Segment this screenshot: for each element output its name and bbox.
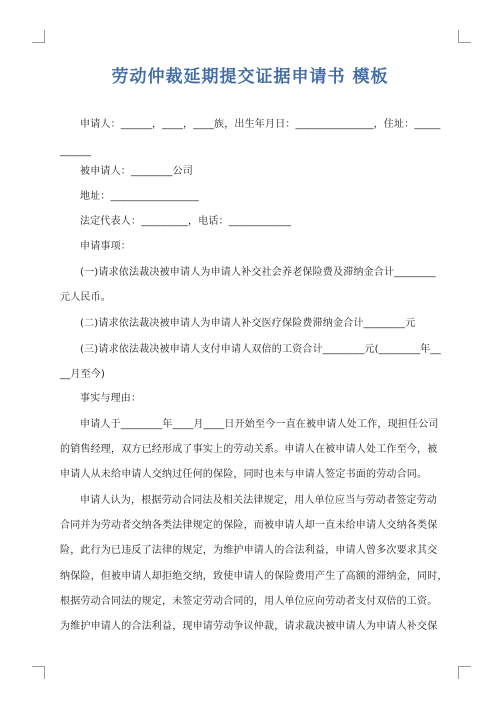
applicant-line: 申请人：______，____，____族，出生年月日：_______________，住址：_____ xyxy=(80,119,441,130)
facts-para-2-line-4: 纳保险，但被申请人却拒绝交纳，致使申请人的保险费用产生了高额的滞纳金，同时， xyxy=(60,571,448,582)
claim-three: (三)请求依法裁决被申请人支付申请人双倍的工资合计________元(________年__ xyxy=(80,344,441,355)
document-title: 劳动仲裁延期提交证据申请书 模板 xyxy=(111,67,389,87)
crop-mark-bottom-left xyxy=(32,666,45,679)
facts-para-1-line-2: 的销售经理，双方已经形成了事实上的劳动关系。申请人在被申请人处工作至今，被 xyxy=(60,444,438,455)
facts-para-3-line-1: 为维护申请人的合法利益，现申请劳动争议仲裁，请求裁决被申请人为申请人补交保 xyxy=(60,621,438,632)
facts-para-2-line-3: 险，此行为已违反了法律的规定，为维护申请人的合法利益，申请人曾多次要求其交 xyxy=(60,545,438,556)
claim-one-cont: 元人民币。 xyxy=(60,292,111,303)
claims-heading: 申请事项： xyxy=(80,241,131,252)
facts-para-2-line-5: 根据劳动合同法的规定，未签定劳动合同的，用人单位应向劳动者支付双倍的工资。 xyxy=(60,596,438,607)
facts-para-2-line-2: 合同并为劳动者交纳各类法律规定的保险，而被申请人却一直未给申请人交纳各类保 xyxy=(60,520,438,531)
crop-mark-top-right xyxy=(458,30,471,43)
facts-para-1-line-1: 申请人于________年____月____日开始至今一直在被申请人处工作，现担任公司 xyxy=(80,419,439,430)
facts-para-1-line-3: 申请人从未给申请人交纳过任何的保险，同时也未与申请人签定书面的劳动合同。 xyxy=(60,469,428,480)
claim-one: (一)请求依法裁决被申请人为申请人补交社会养老保险费及滞纳金合计________ xyxy=(80,267,436,278)
crop-mark-bottom-right xyxy=(458,666,471,679)
applicant-line-cont: ______ xyxy=(60,146,92,157)
legal-rep-line: 法定代表人：_________，电话：____________ xyxy=(80,216,292,227)
claim-two: (二)请求依法裁决被申请人为申请人补交医疗保险费滞纳金合计________元 xyxy=(80,318,416,329)
address-line: 地址：_________________ xyxy=(80,191,199,202)
claim-three-cont: __月至今) xyxy=(60,369,106,380)
facts-heading: 事实与理由： xyxy=(80,393,142,404)
crop-mark-top-left xyxy=(32,30,45,43)
respondent-line: 被申请人：________公司 xyxy=(80,166,193,177)
facts-para-2-line-1: 申请人认为，根据劳动合同法及相关法律规定，用人单位应当与劳动者签定劳动 xyxy=(80,495,437,506)
